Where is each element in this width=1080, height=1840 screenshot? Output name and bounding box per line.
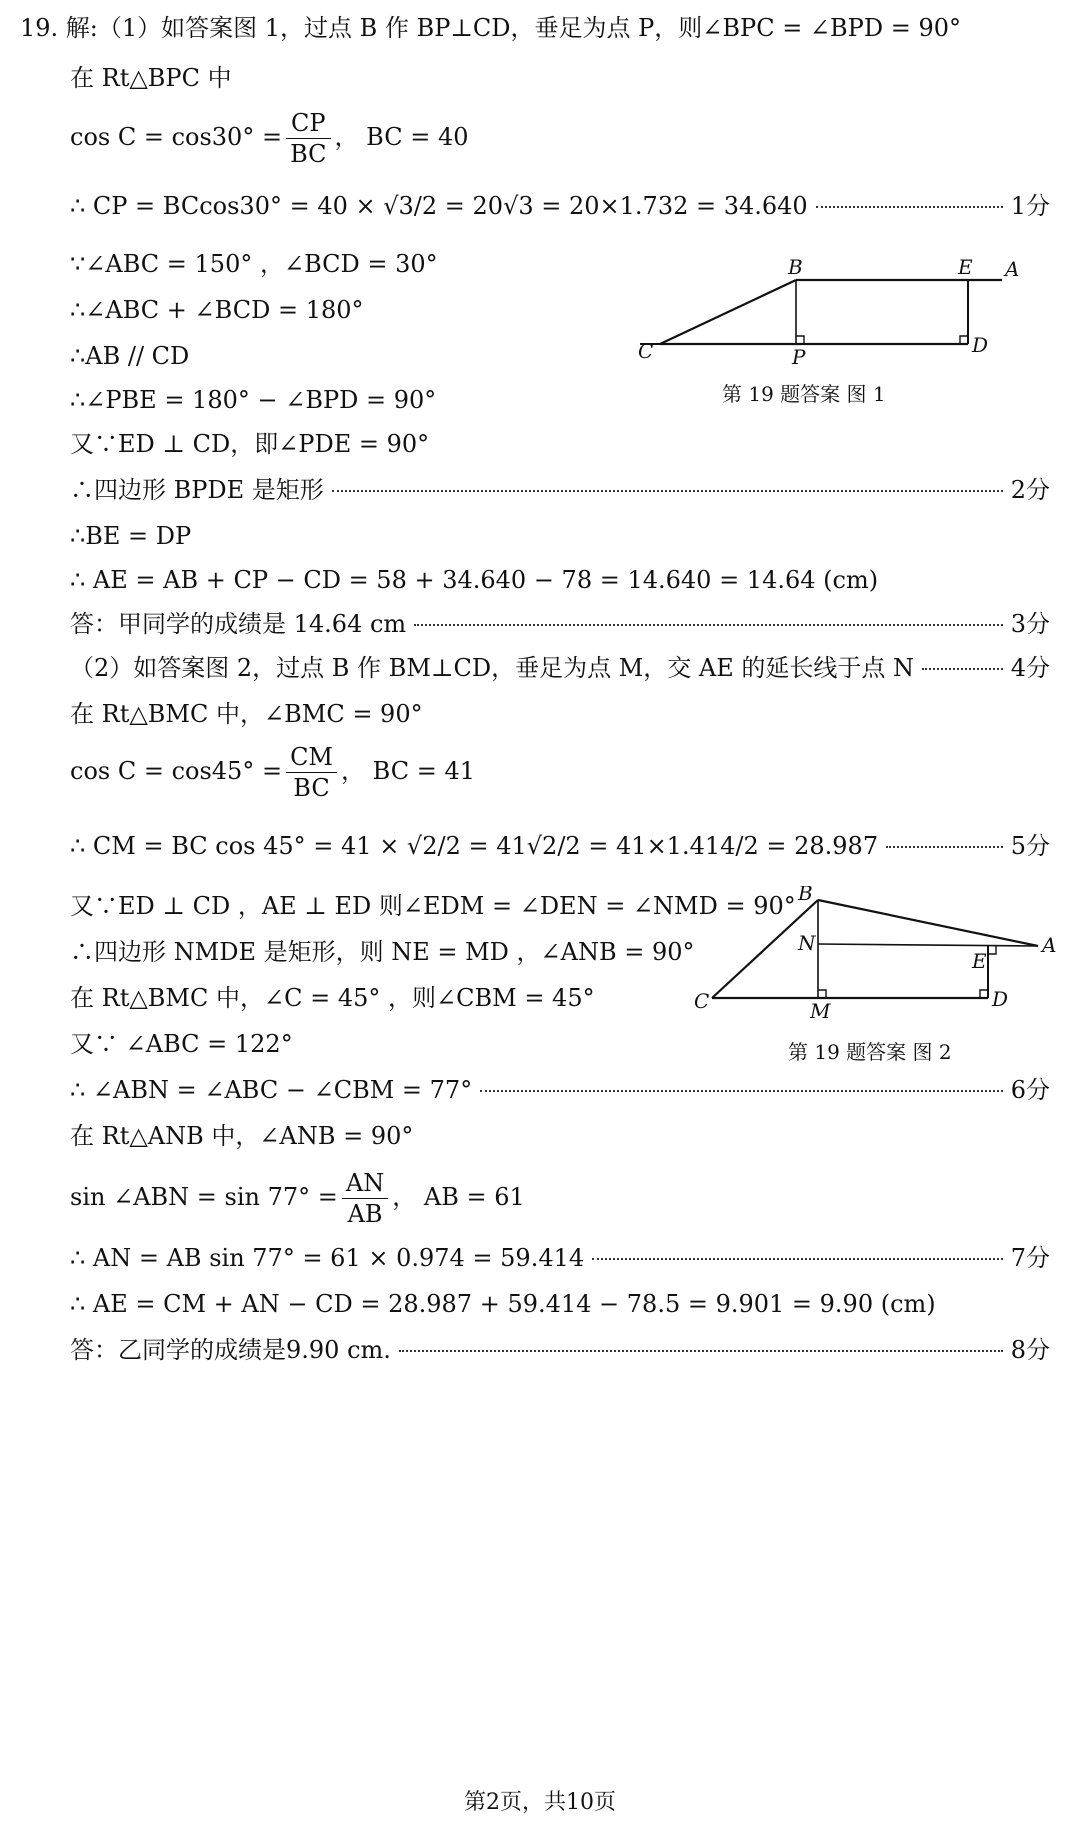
fraction-an-ab: $\frac{AN}{AB}$ [342, 1168, 388, 1229]
eq-cos30: cos C = cos30° = $\frac{CP}{BC}$ ， BC = 40 [70, 109, 469, 168]
text-abc-122: 又∵ ∠ABC = 122° [70, 1030, 293, 1058]
fig1-label-e: E [958, 255, 973, 279]
fig1-label-d: D [972, 333, 989, 357]
eq-ae-2: ∴ AE = CM + AN − CD = 28.987 + 59.414 − 78.5 = 9.901 = 9.90 (cm) [70, 1290, 936, 1318]
figure-1-caption: 第 19 题答案 图 1 [722, 382, 886, 406]
fraction-cp-bc: $\frac{CP}{BC}$ [286, 108, 330, 169]
eq-ae-1: ∴ AE = AB + CP − CD = 58 + 34.640 − 78 = 14.640 = 14.64 (cm) [70, 566, 879, 594]
fig2-label-b: B [798, 886, 813, 905]
step-score-6: ∴ ∠ABN = ∠ABC − ∠CBM = 77° 6分 [70, 1076, 1050, 1104]
step-score-4: （2）如答案图 2，过点 B 作 BM⊥CD，垂足为点 M，交 AE 的延长线于点 N 4分 [70, 654, 1050, 682]
fig2-label-e: E [972, 949, 987, 973]
step-score-8: 答：乙同学的成绩是9.90 cm. 8分 [70, 1336, 1050, 1364]
fraction-cm-bc: $\frac{CM}{BC}$ [286, 742, 337, 803]
fig2-label-c: C [694, 989, 710, 1013]
q19-intro: 19. 解:（1）如答案图 1，过点 B 作 BP⊥CD，垂足为点 P，则∠BPC = ∠BPD = 90° [20, 14, 961, 42]
text-ed-perp: 又∵ED ⊥ CD，即∠PDE = 90° [70, 430, 430, 458]
text-be-dp: ∴BE = DP [70, 522, 192, 550]
text-pbe: ∴∠PBE = 180° − ∠BPD = 90° [70, 386, 437, 414]
text-ed-ae-perp: 又∵ED ⊥ CD ，AE ⊥ ED 则∠EDM = ∠DEN = ∠NMD = 90° [70, 892, 796, 920]
fig1-label-b: B [788, 255, 803, 279]
figure-2-caption: 第 19 题答案 图 2 [788, 1040, 952, 1064]
step-score-1: ∴ CP = BCcos30° = 40 × √3/2 = 20√3 = 20×1.732 = 34.640 1分 [70, 192, 1050, 220]
fig2-label-m: M [810, 999, 831, 1023]
step-score-5: ∴ CM = BC cos 45° = 41 × √2/2 = 41√2/2 = 41×1.414/2 = 28.987 5分 [70, 832, 1050, 860]
text-angle-c45: 在 Rt△BMC 中，∠C = 45° ，则∠CBM = 45° [70, 984, 595, 1012]
fig2-label-a: A [1042, 933, 1057, 957]
eq-sin77: sin ∠ABN = sin 77° = $\frac{AN}{AB}$ ， AB = 61 [70, 1169, 525, 1228]
step-score-2: ∴四边形 BPDE 是矩形 2分 [70, 476, 1050, 504]
text-parallel: ∴AB // CD [70, 342, 190, 370]
fig2-label-n: N [798, 931, 816, 955]
eq-cos45: cos C = cos45° = $\frac{CM}{BC}$ ， BC = 41 [70, 743, 475, 802]
fig2-label-d: D [992, 987, 1009, 1011]
text-rt-bpc: 在 Rt△BPC 中 [70, 64, 232, 92]
step-score-7: ∴ AN = AB sin 77° = 61 × 0.974 = 59.414 7分 [70, 1244, 1050, 1272]
fig1-label-p: P [792, 345, 806, 369]
page-footer: 第2页，共10页 [464, 1790, 616, 1815]
text-angle-sum: ∴∠ABC + ∠BCD = 180° [70, 296, 364, 324]
fig1-label-c: C [638, 339, 654, 363]
text-rect-nmde: ∴四边形 NMDE 是矩形，则 NE = MD ，∠ANB = 90° [70, 938, 695, 966]
figure-1-diagram [620, 252, 1020, 382]
step-score-3: 答：甲同学的成绩是 14.64 cm 3分 [70, 610, 1050, 638]
figure-2-diagram [690, 886, 1060, 1026]
text-rt-anb: 在 Rt△ANB 中，∠ANB = 90° [70, 1122, 414, 1150]
text-angles: ∵∠ABC = 150° ，∠BCD = 30° [70, 250, 438, 278]
text-rt-bmc: 在 Rt△BMC 中，∠BMC = 90° [70, 700, 423, 728]
fig1-label-a: A [1005, 257, 1020, 281]
